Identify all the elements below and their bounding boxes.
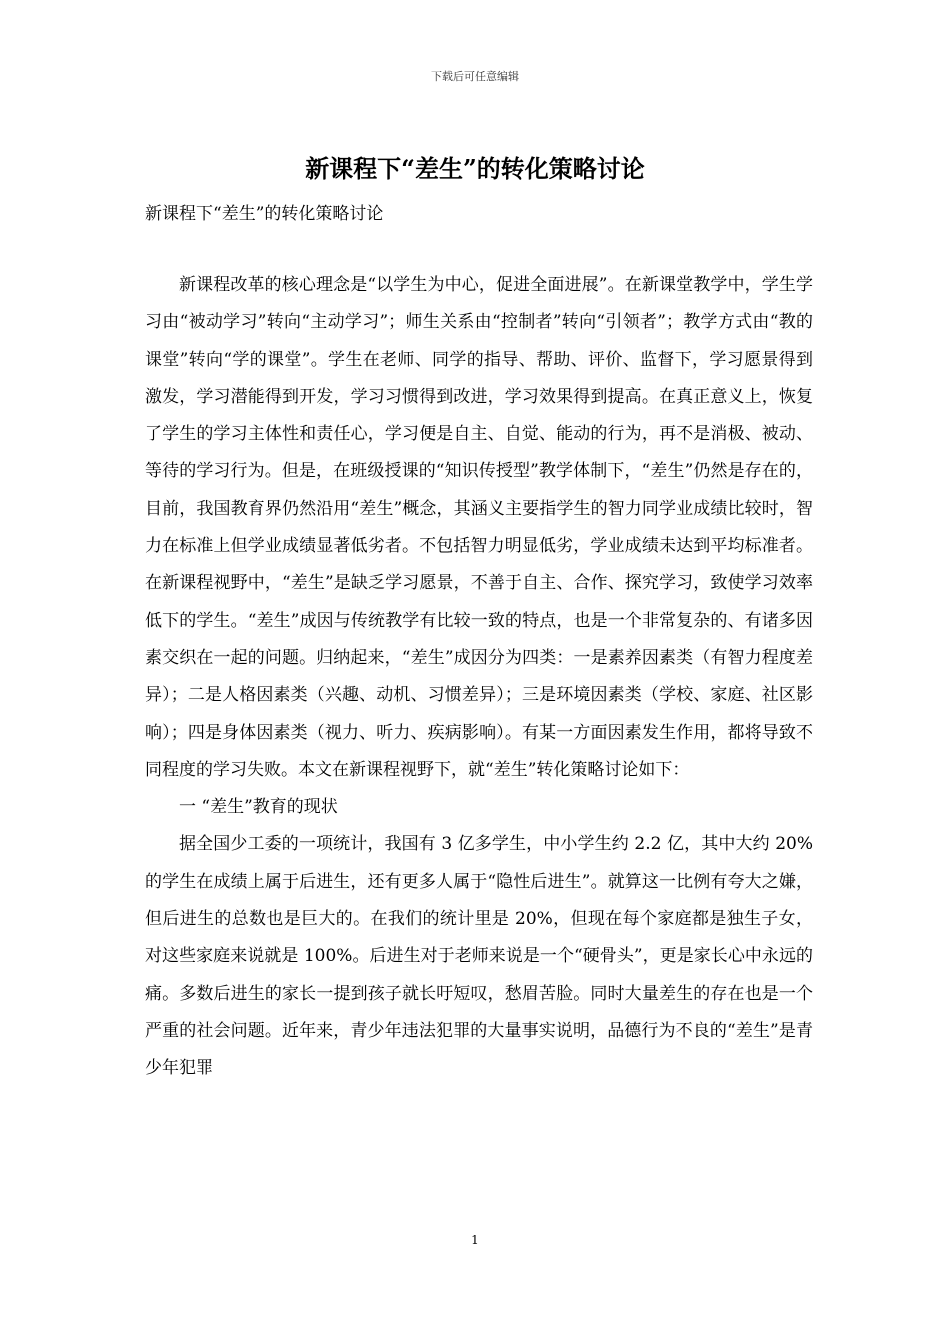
- document-title: 新课程下“差生”的转化策略讨论: [305, 154, 645, 183]
- paragraph-intro: 新课程改革的核心理念是“以学生为中心，促进全面进展”。在新课堂教学中，学生学习由“被动学习”转向“主动学习”；师生关系由“控制者”转向“引领者”；教学方式由“教的课堂”转向“学的课堂”。学生在老师、同学的指导、帮助、评价、监督下，学习愿景得到激发，学习潜能得到开发，学习习惯得到改进，学习效果得到提高。在真正意义上，恢复了学生的学习主体性和责任心，学习便是自主、自觉、能动的行为，再不是消极、被动、等待的学习行为。但是，在班级授课的“知识传授型”教学体制下，“差生”仍然是存在的，目前，我国教育界仍然沿用“差生”概念，其涵义主要指学生的智力同学业成绩比较时，智力在标准上但学业成绩显著低劣者。不包括智力明显低劣，学业成绩未达到平均标准者。在新课程视野中，“差生”是缺乏学习愿景，不善于自主、合作、探究学习，致使学习效率低下的学生。“差生”成因与传统教学有比较一致的特点，也是一个非常复杂的、有诸多因素交织在一起的问题。归纳起来，“差生”成因分为四类：一是素养因素类（有智力程度差异）；二是人格因素类（兴趣、动机、习惯差异）；三是环境因素类（学校、家庭、社区影响）；四是身体因素类（视力、听力、疾病影响）。有某一方面因素发生作用，都将导致不同程度的学习失败。本文在新课程视野下，就“差生”转化策略讨论如下：: [145, 275, 813, 780]
- section-heading-current-status: 一 “差生”教育的现状: [179, 797, 338, 818]
- page-number: 1: [471, 1233, 479, 1247]
- document-subtitle: 新课程下“差生”的转化策略讨论: [145, 204, 384, 224]
- header-note: 下载后可任意编辑: [431, 70, 519, 83]
- document-body: [145, 267, 813, 1088]
- paragraph-statistics: 据全国少工委的一项统计，我国有 3 亿多学生，中小学生约 2.2 亿，其中大约 20%的学生在成绩上属于后进生，还有更多人属于“隐性后进生”。就算这一比例有夸大之嫌，但后进生的总数也是巨大的。在我们的统计里是 20%，但现在每个家庭都是独生子女，对这些家庭来说就是 100%。后进生对于老师来说是一个“硬骨头”，更是家长心中永远的痛。多数后进生的家长一提到孩子就长吁短叹，愁眉苦脸。同时大量差生的存在也是一个严重的社会问题。近年来，青少年违法犯罪的大量事实说明，品德行为不良的“差生”是青少年犯罪: [145, 834, 813, 1079]
